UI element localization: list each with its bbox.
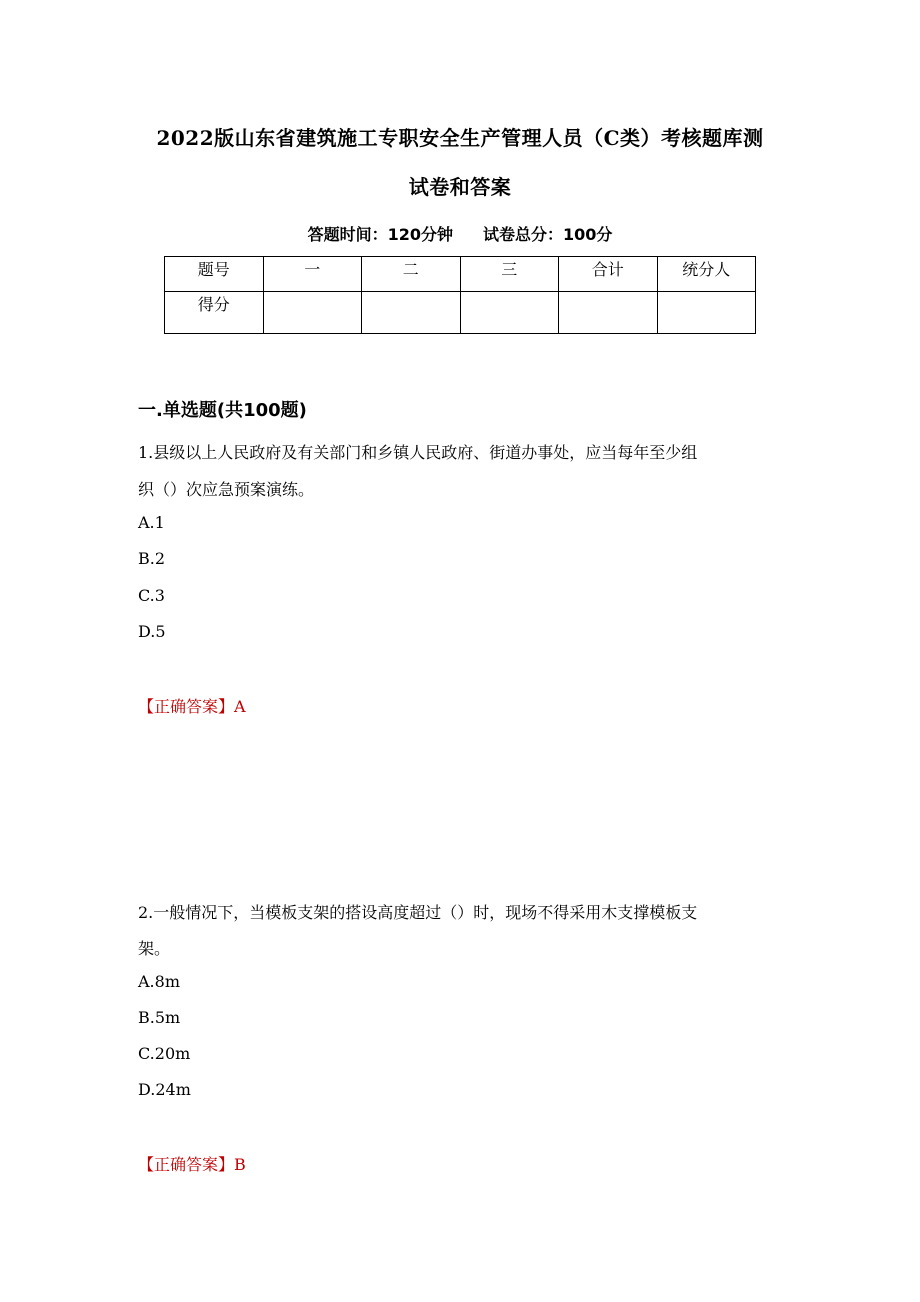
question-2-option-b: B.5m [138, 1008, 181, 1027]
question-1-stem-line-1: 1.县级以上人民政府及有关部门和乡镇人民政府、街道办事处，应当每年至少组 [138, 443, 698, 462]
score-table-header-cell: 合计 [559, 257, 658, 292]
question-2-stem-line-1: 2.一般情况下，当模板支架的搭设高度超过（）时，现场不得采用木支撑模板支 [138, 903, 698, 922]
score-table-header-cell: 三 [460, 257, 559, 292]
score-table-header-cell: 统分人 [657, 257, 756, 292]
section-title: 一.单选题(共100题) [138, 400, 307, 421]
score-cell-scorer [657, 292, 756, 334]
question-2-stem-line-2: 架。 [138, 939, 171, 958]
answer-value: B [234, 1155, 246, 1174]
question-1-option-c: C.3 [138, 586, 165, 605]
score-table [164, 256, 756, 334]
question-2-option-d: D.24m [138, 1080, 191, 1099]
score-table-header-cell: 二 [362, 257, 461, 292]
score-cell-total [559, 292, 658, 334]
question-1-option-b: B.2 [138, 549, 166, 568]
question-2-option-a: A.8m [138, 972, 180, 991]
score-table-header-cell: 题号 [165, 257, 264, 292]
exam-time: 答题时间：120分钟 [307, 225, 453, 244]
answer-label: 【正确答案】 [138, 1155, 235, 1174]
question-1-stem-line-2: 织（）次应急预案演练。 [138, 480, 315, 499]
score-table-header-row [165, 257, 756, 292]
question-2-answer [138, 1152, 246, 1175]
document-title-line-1: 2022版山东省建筑施工专职安全生产管理人员（C类）考核题库测 [156, 126, 764, 150]
score-cell-3 [460, 292, 559, 334]
score-cell-2 [362, 292, 461, 334]
score-cell-1 [263, 292, 362, 334]
score-row-label: 得分 [165, 292, 264, 334]
score-table-header-cell: 一 [263, 257, 362, 292]
question-1-option-d: D.5 [138, 622, 166, 641]
exam-meta [0, 222, 920, 245]
total-score: 试卷总分：100分 [483, 225, 613, 244]
answer-label: 【正确答案】 [138, 697, 235, 716]
question-1-answer [138, 694, 246, 717]
question-2-option-c: C.20m [138, 1044, 191, 1063]
document-title-line-2: 试卷和答案 [408, 175, 512, 199]
score-table-score-row [165, 292, 756, 334]
answer-value: A [234, 697, 246, 716]
question-1-option-a: A.1 [138, 513, 165, 532]
